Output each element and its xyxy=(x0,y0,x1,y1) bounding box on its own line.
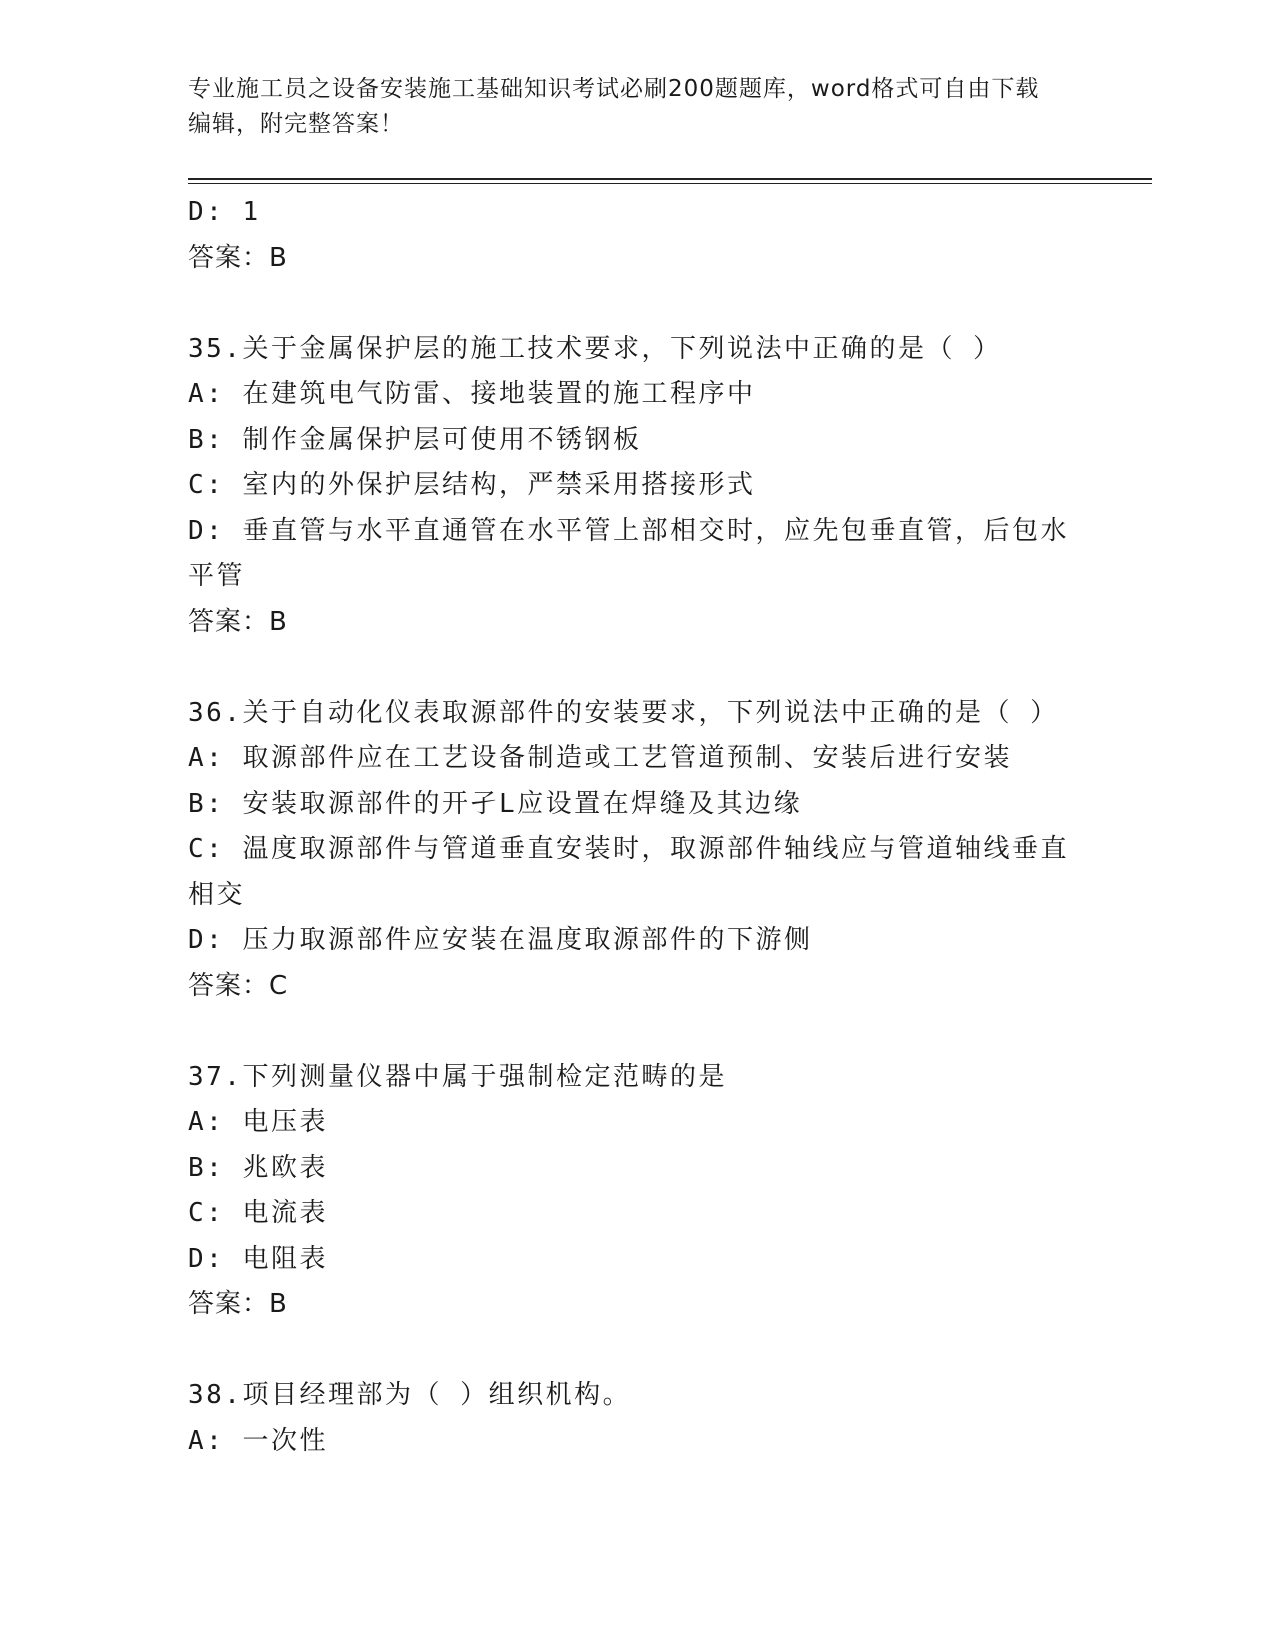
question-37-text: 37.下列测量仪器中属于强制检定范畴的是 xyxy=(188,1061,727,1092)
header-divider-thin xyxy=(188,183,1152,184)
question-35-answer: 答案：B xyxy=(188,606,288,637)
question-36 xyxy=(188,691,1088,1010)
question-36-text: 36.关于自动化仪表取源部件的安装要求，下列说法中正确的是（ ） xyxy=(188,697,1059,728)
question-36-option-b: B: 安装取源部件的开孑L应设置在焊缝及其边缘 xyxy=(188,788,803,819)
question-37-option-c: C: 电流表 xyxy=(188,1198,328,1228)
question-37-option-b: B: 兆欧表 xyxy=(188,1152,328,1183)
header-title-line-2: 编辑，附完整答案！ xyxy=(188,111,404,137)
question-37-answer: 答案：B xyxy=(188,1289,288,1319)
question-35 xyxy=(188,327,1088,646)
question-content xyxy=(188,190,1088,1464)
question-35-option-d-line-2: 平管 xyxy=(188,561,246,591)
question-38 xyxy=(188,1373,1088,1464)
question-38-option-a: A: 一次性 xyxy=(188,1425,328,1456)
question-35-option-c: C: 室内的外保护层结构，严禁采用搭接形式 xyxy=(188,470,756,500)
question-36-option-c-line-1: C: 温度取源部件与管道垂直安装时，取源部件轴线应与管道轴线垂直 xyxy=(188,834,1069,864)
question-37 xyxy=(188,1055,1088,1328)
question-35-option-d-line-1: D: 垂直管与水平直通管在水平管上部相交时，应先包垂直管，后包水 xyxy=(188,515,1069,546)
question-35-option-b: B: 制作金属保护层可使用不锈钢板 xyxy=(188,424,642,455)
question-38-text: 38.项目经理部为（ ）组织机构。 xyxy=(188,1380,632,1410)
prev-option-d: D: 1 xyxy=(188,197,261,227)
spacer xyxy=(188,1009,1088,1055)
header-divider-thick xyxy=(188,178,1152,180)
question-37-option-a: A: 电压表 xyxy=(188,1107,328,1137)
question-36-option-c-line-2: 相交 xyxy=(188,879,246,910)
question-36-answer: 答案：C xyxy=(188,970,289,1001)
spacer xyxy=(188,1328,1088,1374)
spacer xyxy=(188,281,1088,327)
prev-answer: 答案：B xyxy=(188,242,288,273)
question-36-option-a: A: 取源部件应在工艺设备制造或工艺管道预制、安装后进行安装 xyxy=(188,743,1012,773)
question-35-text: 35.关于金属保护层的施工技术要求，下列说法中正确的是（ ） xyxy=(188,333,1002,364)
document-header xyxy=(188,72,1088,142)
question-36-option-d: D: 压力取源部件应安装在温度取源部件的下游侧 xyxy=(188,925,813,955)
header-title-line-1: 专业施工员之设备安装施工基础知识考试必刷200题题库，word格式可自由下载 xyxy=(188,76,1040,102)
question-35-option-a: A: 在建筑电气防雷、接地装置的施工程序中 xyxy=(188,379,756,409)
question-37-option-d: D: 电阻表 xyxy=(188,1243,328,1274)
spacer xyxy=(188,645,1088,691)
